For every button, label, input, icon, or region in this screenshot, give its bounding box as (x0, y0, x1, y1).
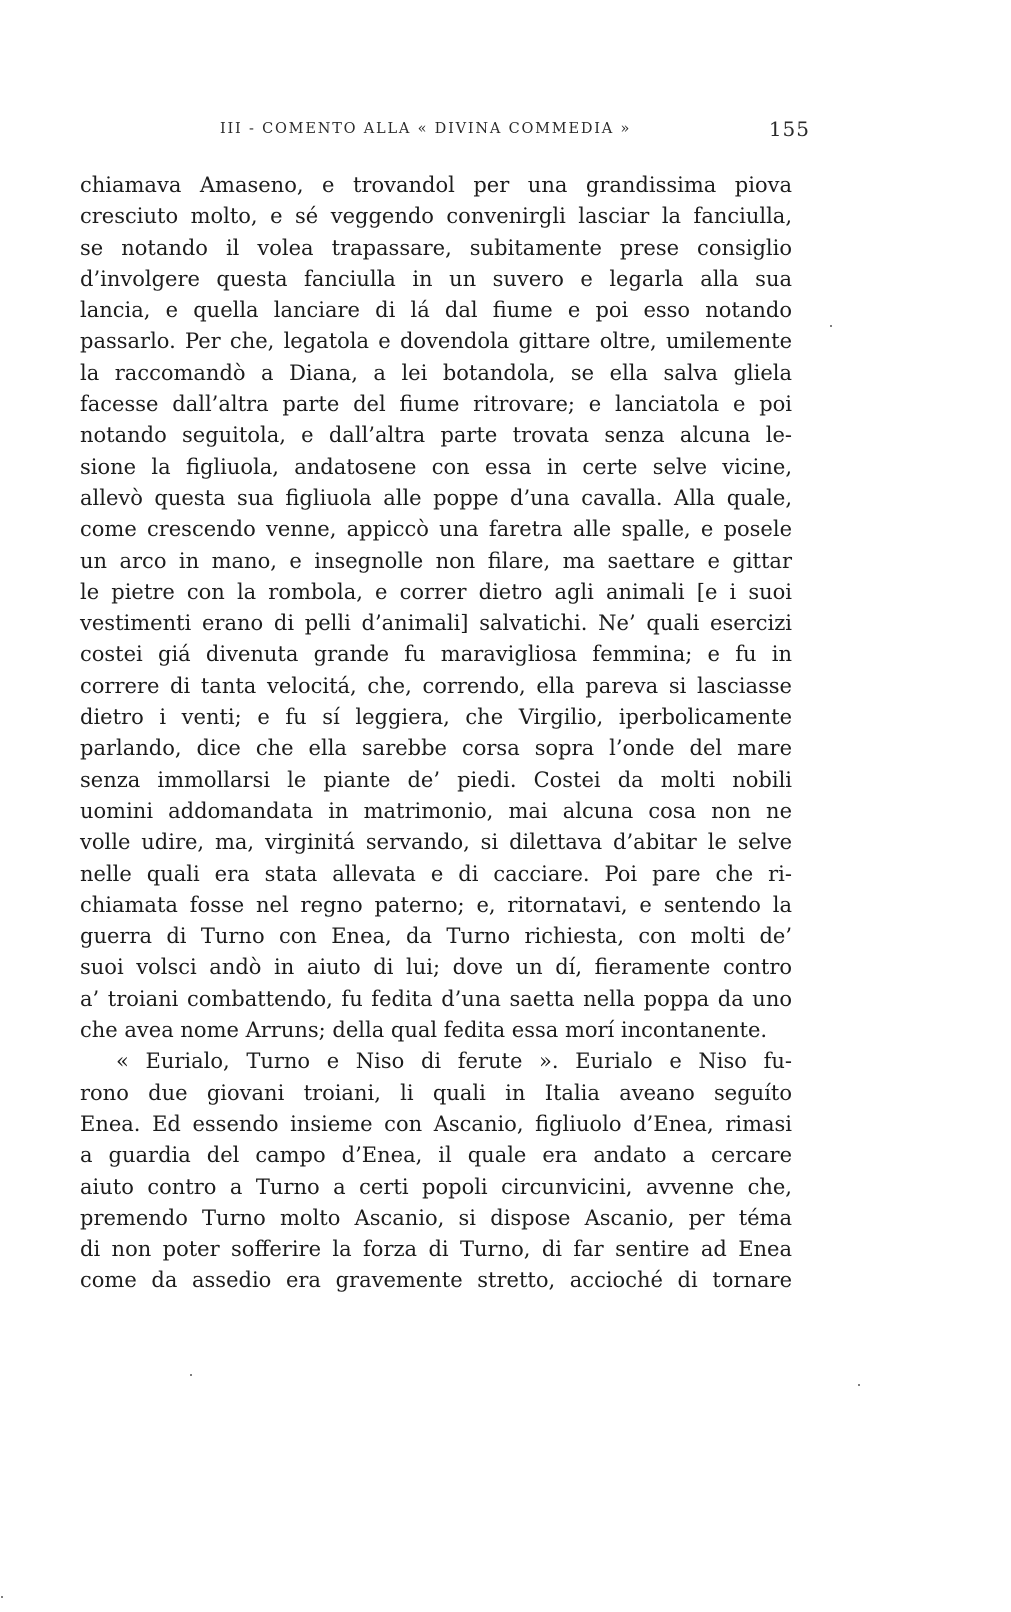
scan-speck (858, 1384, 860, 1386)
text-line: se notando il volea trapassare, subitamente prese consiglio (80, 235, 792, 260)
text-line: come crescendo venne, appiccò una faretra alle spalle, e posele (80, 517, 792, 542)
text-line: chiamata fosse nel regno paterno; e, ritornatavi, e sentendo la (80, 892, 792, 917)
text-line: nelle quali era stata allevata e di cacciare. Poi pare che ri- (80, 861, 792, 886)
text-line: correre di tanta velocitá, che, correndo, ella pareva si lasciasse (80, 673, 792, 698)
text-line: costei giá divenuta grande fu maravigliosa femmina; e fu in (80, 642, 792, 667)
text-line: la raccomandò a Diana, a lei botandola, se ella salva gliela (80, 360, 792, 385)
text-line: guerra di Turno con Enea, da Turno richiesta, con molti de’ (80, 924, 792, 949)
text-line: uomini addomandata in matrimonio, mai alcuna cosa non ne (80, 798, 792, 823)
body-text (80, 170, 792, 1297)
text-line: facesse dall’altra parte del fiume ritrovare; e lanciatola e poi (80, 392, 792, 417)
text-line: passarlo. Per che, legatola e dovendola gittare oltre, umilemente (80, 329, 792, 354)
page-number: 155 (768, 117, 810, 141)
text-line: senza immollarsi le piante de’ piedi. Costei da molti nobili (80, 767, 792, 792)
text-line: Enea. Ed essendo insieme con Ascanio, figliuolo d’Enea, rimasi (80, 1111, 792, 1136)
text-line: suoi volsci andò in aiuto di lui; dove un dí, fieramente contro (80, 955, 792, 980)
text-line: cresciuto molto, e sé veggendo convenirgli lasciar la fanciulla, (80, 204, 792, 229)
text-line: che avea nome Arruns; della qual fedita essa morí incontanente. (80, 1018, 768, 1043)
text-line: lancia, e quella lanciare di lá dal fiume e poi esso notando (80, 298, 792, 323)
scan-speck (830, 325, 832, 327)
text-line: « Eurialo, Turno e Niso di ferute ». Eurialo e Niso fu- (116, 1049, 792, 1074)
text-line: sione la figliuola, andatosene con essa in certe selve vicine, (80, 454, 792, 479)
text-line: d’involgere questa fanciulla in un suvero e legarla alla sua (80, 266, 792, 291)
text-line: volle udire, ma, virginitá servando, si dilettava d’abitar le selve (80, 830, 792, 855)
text-line: come da assedio era gravemente stretto, accioché di tornare (80, 1268, 792, 1293)
scan-speck (1, 1596, 3, 1598)
text-line: chiamava Amaseno, e trovandol per una grandissima piova (80, 173, 792, 197)
text-line: un arco in mano, e insegnolle non filare, ma saettare e gittar (80, 548, 792, 573)
text-line: a’ troiani combattendo, fu fedita d’una saetta nella poppa da uno (80, 986, 792, 1011)
text-line: allevò questa sua figliuola alle poppe d’una cavalla. Alla quale, (80, 485, 792, 510)
text-line: parlando, dice che ella sarebbe corsa sopra l’onde del mare (80, 736, 792, 761)
text-line: di non poter sofferire la forza di Turno, di far sentire ad Enea (80, 1237, 792, 1262)
text-line: notando seguitola, e dall’altra parte trovata senza alcuna le- (80, 423, 792, 448)
text-line: a guardia del campo d’Enea, il quale era andato a cercare (80, 1143, 792, 1168)
text-line: premendo Turno molto Ascanio, si dispose Ascanio, per téma (80, 1205, 792, 1230)
text-line: aiuto contro a Turno a certi popoli circunvicini, avvenne che, (80, 1174, 792, 1199)
running-header (210, 117, 810, 147)
text-line: vestimenti erano di pelli d’animali] salvatichi. Ne’ quali esercizi (80, 611, 792, 636)
running-title: III - COMENTO ALLA « DIVINA COMMEDIA » (220, 121, 632, 137)
scan-speck (190, 1374, 192, 1376)
text-line: dietro i venti; e fu sí leggiera, che Virgilio, iperbolicamente (80, 705, 792, 730)
text-line: le pietre con la rombola, e correr dietro agli animali [e i suoi (80, 579, 792, 604)
text-line: rono due giovani troiani, li quali in Italia aveano seguíto (80, 1080, 792, 1105)
